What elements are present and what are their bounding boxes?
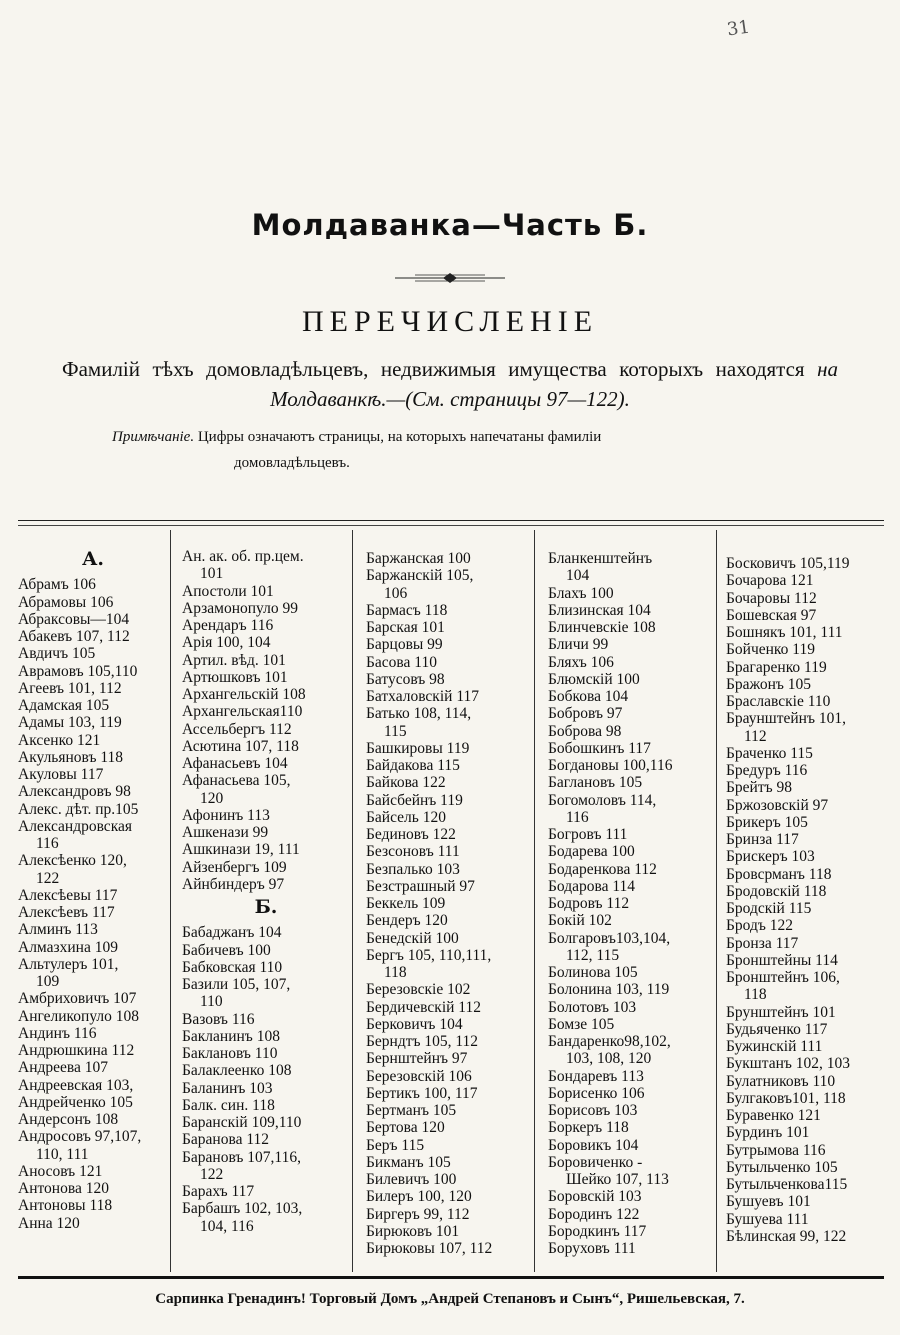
index-entry: Ашкинази 19, 111 [182,841,300,859]
index-entry: Бабаджанъ 104 [182,924,282,942]
index-entry: Блинчевскіе 108 [548,619,656,636]
index-entry: Ан. ак. об. пр.цем. [182,548,304,565]
index-entry: Абакевъ 107, 112 [18,628,130,645]
index-entry: Бровсрманъ 118 [726,865,832,883]
index-entry: Боровикъ 104 [548,1136,639,1154]
index-entry: Алексѣенко 120, [18,852,127,870]
index-entry: Алекс. дѣт. пр.105 [18,800,139,818]
index-entry-continued: 112, 115 [566,946,620,964]
index-entry: Бертова 120 [366,1119,445,1137]
index-entry: Браславскіе 110 [726,693,831,710]
index-entry: Булгаковъ101, 118 [726,1089,846,1107]
index-entry: Бойченко 119 [726,641,815,659]
ornament-divider [395,272,505,284]
index-entry: Бѣлинская 99, 122 [726,1227,847,1245]
index-column-1 [18,545,168,1232]
index-entry: Беккель 109 [366,895,446,912]
index-entry: Аносовъ 121 [18,1162,103,1180]
index-entry: Бродовскій 118 [726,882,827,900]
column-divider [170,530,171,1272]
top-rule-secondary [18,525,884,526]
index-entry: Бородинъ 122 [548,1205,640,1223]
index-entry: Берковичъ 104 [366,1015,463,1033]
index-entry: Андреевская 103, [18,1076,134,1094]
index-entry-continued: Шейко 107, 113 [566,1171,669,1188]
index-entry-continued: 109 [36,973,60,990]
column-divider [716,530,717,1272]
index-entry: Баланинъ 103 [182,1079,273,1097]
index-entry: Батусовъ 98 [366,670,445,688]
index-entry: Бурдинъ 101 [726,1124,810,1142]
index-entry: Анна 120 [18,1214,80,1232]
index-entry: Арзамонопуло 99 [182,599,298,617]
index-entry: Бородкинъ 117 [548,1222,647,1240]
index-entry: Акуловы 117 [18,766,104,783]
index-entry-continued: 120 [200,789,224,807]
index-entry: Букштанъ 102, 103 [726,1055,851,1073]
index-entry: Бражонъ 105 [726,675,812,693]
index-entry: Билеръ 100, 120 [366,1188,472,1206]
column-divider [534,530,535,1272]
index-entry: Бронштейны 114 [726,951,838,969]
index-entry: Бржозовскій 97 [726,796,829,814]
index-entry: Бергъ 105, 110,111, [366,946,492,964]
index-entry: Болотовъ 103 [548,998,637,1016]
index-entry-continued: 116 [566,808,589,826]
index-entry: Бабковская 110 [182,958,283,976]
index-entry: Бикманъ 105 [366,1153,451,1171]
index-entry: Боркеръ 118 [548,1119,629,1137]
index-entry: Алексѣевы 117 [18,886,118,904]
index-entry: Бердичевскій 112 [366,998,481,1016]
index-entry: Ашкенази 99 [182,824,269,841]
index-entry: Бочаровы 112 [726,589,817,607]
index-entry: Бушуевъ 101 [726,1193,811,1211]
note-text-continued: домовладѣльцевъ. [234,455,350,471]
index-entry: Аврамовъ 105,110 [18,662,138,680]
intro-text: Фамилій тѣхъ домовладѣльцевъ, недвижимыя имущества которыхъ находятся [62,357,805,381]
index-entry: Босковичъ 105,119 [726,555,850,572]
index-entry: Байкова 122 [366,774,446,792]
index-entry: Боровиченко - [548,1153,643,1171]
index-entry: Близинская 104 [548,601,651,619]
index-entry: Бирюковъ 101 [366,1222,460,1240]
index-entry: Асютина 107, 118 [182,737,299,755]
index-entry: Басова 110 [366,653,437,671]
index-entry: Айзенбергъ 109 [182,858,287,876]
index-entry-continued: 106 [384,584,408,602]
index-entry-continued: 122 [200,1165,224,1183]
index-column-5 [726,555,886,1245]
index-entry: Безстрашный 97 [366,877,475,895]
index-entry: Архангельская110 [182,703,303,721]
index-entry: Бутрымова 116 [726,1141,826,1159]
index-entry: Баржанскій 105, [366,567,474,585]
page-mark: 31 [725,16,752,41]
index-entry: Бужинскій 111 [726,1038,823,1055]
index-entry: Афонинъ 113 [182,806,270,824]
index-entry: Базили 105, 107, [182,976,291,993]
index-entry: Бокій 102 [548,912,612,930]
intro-paragraph [62,354,838,414]
index-entry-continued: 116 [36,835,59,852]
index-column-2 [182,548,350,1235]
index-entry-continued: 112 [744,727,767,745]
index-entry: Бодровъ 112 [548,895,630,912]
index-entry: Антоновы 118 [18,1197,113,1215]
index-entry: Березовскіе 102 [366,981,471,999]
index-entry-continued: 104 [566,567,590,585]
page-title: Молдаванка—Часть Б. [251,208,649,242]
index-entry: Бочарова 121 [726,572,814,590]
index-entry: Борисенко 106 [548,1084,645,1102]
index-entry: Баранскій 109,110 [182,1114,302,1131]
index-entry: Байсбейнъ 119 [366,791,463,809]
index-entry: Андрейченко 105 [18,1093,133,1111]
index-entry: Антонова 120 [18,1180,109,1197]
index-entry: Боброва 98 [548,722,622,740]
index-entry: Ангеликопуло 108 [18,1007,140,1025]
index-entry: Андреева 107 [18,1059,109,1077]
index-entry: Болинова 105 [548,964,638,981]
index-entry: Абрамъ 106 [18,576,96,594]
note [112,424,832,476]
index-entry: Апостоли 101 [182,582,274,600]
index-entry: Бронштейнъ 106, [726,969,840,986]
index-entry: Богровъ 111 [548,826,628,843]
index-entry: Аксенко 121 [18,731,101,749]
index-entry: Андрюшкина 112 [18,1042,135,1059]
index-entry: Бродъ 122 [726,917,793,935]
index-entry: Айнбиндеръ 97 [182,875,285,893]
index-entry: Богомоловъ 114, [548,791,657,809]
note-text: Цифры означаютъ страницы, на которыхъ напечатаны фамиліи [197,429,602,445]
index-entry: Бобкова 104 [548,688,629,705]
index-entry: Брискеръ 103 [726,848,815,866]
index-entry-continued: 101 [200,565,224,583]
index-entry: Безпалько 103 [366,860,460,878]
index-entry-continued: 104, 116 [200,1217,254,1235]
index-entry: Бакланинъ 108 [182,1027,280,1045]
index-entry-continued: 103, 108, 120 [566,1050,652,1068]
index-entry: Александровъ 98 [18,783,131,801]
index-entry: Артил. вѣд. 101 [182,651,286,669]
index-entry: Абрамовы 106 [18,593,114,611]
index-entry: Бертикъ 100, 117 [366,1084,478,1102]
index-entry: Безсоновъ 111 [366,843,460,861]
index-entry: Блюмскій 100 [548,670,640,688]
index-entry: Бредуръ 116 [726,762,808,779]
index-entry: Бодаренкова 112 [548,860,657,878]
index-entry: Браченко 115 [726,744,813,762]
index-entry: Вазовъ 116 [182,1010,255,1028]
index-entry: Борисовъ 103 [548,1102,638,1119]
index-entry: Алмазхина 109 [18,938,118,956]
index-entry: Бринза 117 [726,831,799,848]
index-entry: Авдичъ 105 [18,645,96,663]
index-entry-continued: 110 [200,993,223,1011]
index-entry: Билевичъ 100 [366,1171,457,1188]
index-entry: Артюшковъ 101 [182,668,288,686]
index-entry: Барахъ 117 [182,1183,255,1200]
index-entry: Бошнякъ 101, 111 [726,624,843,641]
index-entry: Болгаровъ103,104, [548,929,671,947]
index-entry: Бодарева 100 [548,843,635,861]
index-entry: Боруховъ 111 [548,1240,636,1257]
index-entry: Бляхъ 106 [548,653,614,671]
index-entry-continued: 118 [744,986,767,1004]
index-entry: Арендаръ 116 [182,617,274,634]
index-entry: Бомзе 105 [548,1015,615,1033]
index-entry: Баглановъ 105 [548,774,643,792]
note-label: Примѣчаніе. [112,429,195,445]
index-entry: Александровская [18,817,132,835]
index-entry: Адамы 103, 119 [18,714,122,732]
letter-heading: Б. [254,896,278,918]
index-entry: Бутыльченкова115 [726,1176,848,1193]
index-entry: Берндтъ 105, 112 [366,1033,479,1050]
index-entry: Бабичевъ 100 [182,941,271,959]
index-entry: Андерсонъ 108 [18,1111,119,1128]
index-entry: Боровскій 103 [548,1188,642,1206]
index-entry: Бобошкинъ 117 [548,739,651,757]
index-column-3 [366,550,534,1257]
index-entry: Бличи 99 [548,636,609,654]
index-entry: Бронза 117 [726,934,799,952]
section-subtitle: ПЕРЕЧИСЛЕНІЕ [301,305,599,338]
index-entry: Березовскій 106 [366,1067,472,1085]
letter-heading: А. [81,548,105,570]
index-entry: Акульяновъ 118 [18,748,124,766]
index-entry: Абраксовы—104 [18,610,130,628]
index-entry: Байсель 120 [366,808,446,826]
index-entry: Архангельскій 108 [182,686,306,703]
index-entry: Беръ 115 [366,1136,425,1154]
index-entry: Барцовы 99 [366,636,443,654]
index-entry-continued: 118 [384,964,407,981]
index-entry: Андинъ 116 [18,1024,97,1042]
index-entry: Брикеръ 105 [726,813,808,831]
index-entry: Байдакова 115 [366,757,460,774]
index-entry: Бушуева 111 [726,1210,809,1228]
index-entry: Баранова 112 [182,1131,269,1149]
index-entry: Бармасъ 118 [366,601,448,619]
index-entry: Бирюковы 107, 112 [366,1240,493,1257]
index-entry: Бертманъ 105 [366,1102,457,1119]
index-entry: Бандаренко98,102, [548,1033,671,1050]
index-entry-continued: 115 [384,722,407,740]
index-entry: Алексѣевъ 117 [18,904,115,921]
index-entry: Ассельбергъ 112 [182,720,292,738]
index-entry-continued: 110, 111 [36,1145,89,1163]
index-entry: Агеевъ 101, 112 [18,679,122,697]
index-entry: Батхаловскій 117 [366,688,479,705]
index-entry: Афанасьева 105, [182,772,291,790]
index-entry: Брейтъ 98 [726,779,792,797]
index-entry: Арія 100, 104 [182,634,271,652]
index-entry: Барбашъ 102, 103, [182,1200,303,1218]
index-entry: Болонина 103, 119 [548,981,670,999]
index-entry: Барановъ 107,116, [182,1148,301,1166]
index-entry: Брагаренко 119 [726,658,827,676]
index-entry: Бондаревъ 113 [548,1067,644,1085]
index-entry: Бединовъ 122 [366,826,456,843]
index-entry: Будьяченко 117 [726,1020,828,1038]
index-entry: Бутыльченко 105 [726,1158,838,1176]
index-entry: Биргеръ 99, 112 [366,1205,470,1223]
advertisement-footer: Сарпинка Гренадинъ! Торговый Домъ „Андрей Степановъ и Сынъ“, Ришельевская, 7. [155,1291,745,1307]
index-entry: Альтулеръ 101, [18,955,119,973]
index-entry: Андросовъ 97,107, [18,1128,142,1146]
index-entry: Баржанская 100 [366,550,471,567]
index-entry: Бенедскій 100 [366,929,459,947]
index-entry: Афанасьевъ 104 [182,755,288,772]
index-entry: Бобровъ 97 [548,705,623,723]
index-entry: Бошевская 97 [726,606,817,624]
bottom-rule [18,1276,884,1279]
index-column-4 [548,550,716,1257]
index-entry: Браунштейнъ 101, [726,710,846,728]
index-entry: Бернштейнъ 97 [366,1050,468,1068]
index-entry: Балк. син. 118 [182,1096,275,1114]
column-divider [352,530,353,1272]
index-entry: Брунштейнъ 101 [726,1003,836,1021]
index-entry: Батько 108, 114, [366,705,472,723]
index-entry: Барская 101 [366,619,445,636]
index-entry-continued: 122 [36,869,60,887]
index-entry: Алминъ 113 [18,921,98,939]
index-entry: Буравенко 121 [726,1107,821,1124]
index-entry: Бодарова 114 [548,877,636,895]
index-entry: Бендеръ 120 [366,912,448,930]
index-entry: Адамская 105 [18,697,110,714]
index-entry: Амбриховичъ 107 [18,990,137,1008]
index-entry: Богдановы 100,116 [548,757,673,774]
index-entry: Блахъ 100 [548,584,614,602]
index-entry: Бродскій 115 [726,900,812,917]
index-entry: Балаклеенко 108 [182,1062,292,1080]
top-rule [18,520,884,521]
index-entry: Баклановъ 110 [182,1045,278,1062]
intro-italic: на Молдаванкѣ.—(См. страницы 97—122). [270,357,838,411]
index-entry: Булатниковъ 110 [726,1072,836,1090]
index-entry: Бланкенштейнъ [548,550,653,567]
index-entry: Башкировы 119 [366,739,470,757]
